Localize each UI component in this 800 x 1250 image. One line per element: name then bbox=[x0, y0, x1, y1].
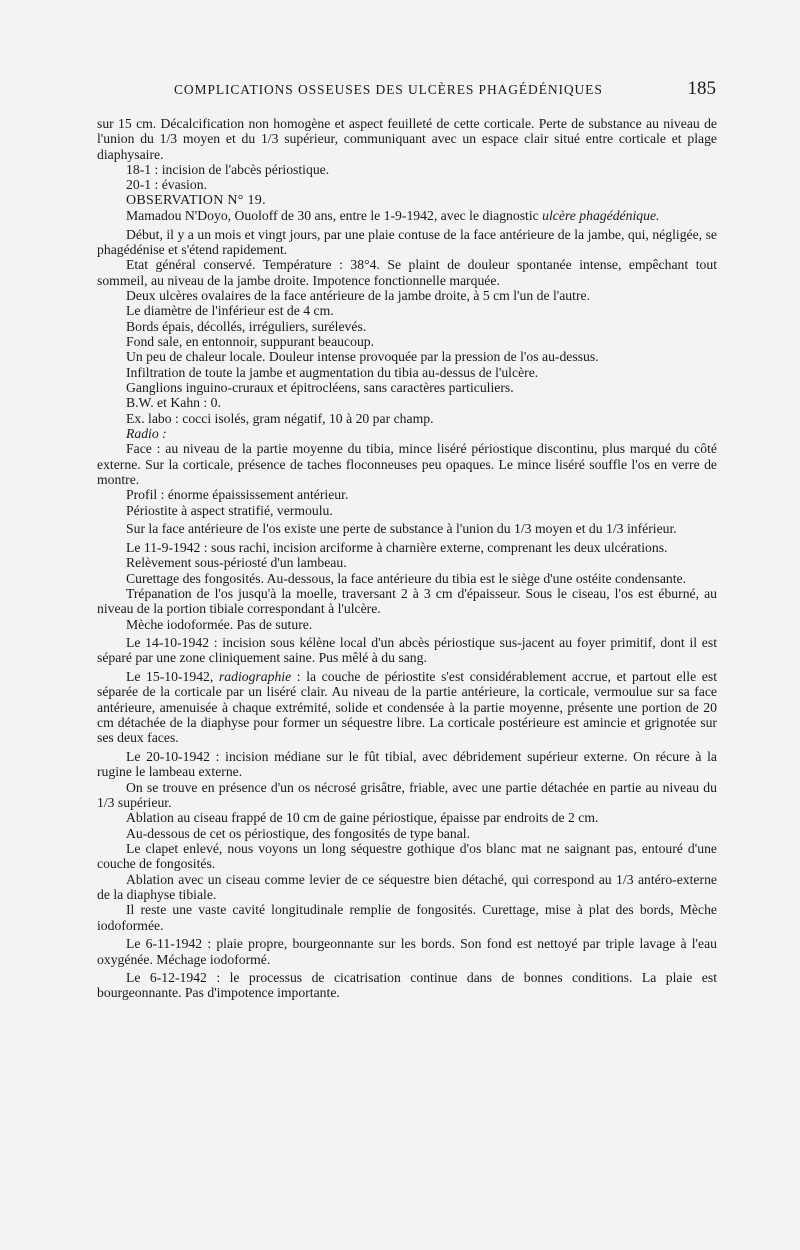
paragraph: Le clapet enlevé, nous voyons un long séquestre gothique d'os blanc mat ne saignant pas, entouré d'une couche de fongosités. bbox=[97, 840, 717, 872]
paragraph: Deux ulcères ovalaires de la face antérieure de la jambe droite, à 5 cm l'un de l'autre. bbox=[126, 287, 590, 303]
body-text bbox=[97, 116, 717, 1001]
paragraph: Trépanation de l'os jusqu'à la moelle, traversant 2 à 3 cm d'épaisseur. Sous le ciseau, l'os est éburné, au niveau de la portion tibiale correspondant à l'ulcère. bbox=[97, 585, 717, 617]
paragraph: Le diamètre de l'inférieur est de 4 cm. bbox=[126, 303, 334, 319]
paragraph bbox=[97, 208, 717, 223]
paragraph: B.W. et Kahn : 0. bbox=[126, 395, 221, 411]
page-number: 185 bbox=[687, 78, 716, 99]
radiographie-italic: radiographie bbox=[218, 668, 292, 684]
paragraph: Ganglions inguino-cruraux et épitrocléens, sans caractères particuliers. bbox=[126, 380, 514, 396]
paragraph: Ex. labo : cocci isolés, gram négatif, 10 à 20 par champ. bbox=[126, 410, 434, 426]
paragraph: Ablation avec un ciseau comme levier de ce séquestre bien détaché, qui correspond au 1/3 antéro-externe de la diaphyse tibiale. bbox=[97, 871, 717, 902]
paragraph: Relèvement sous-périosté d'un lambeau. bbox=[126, 555, 347, 571]
running-header bbox=[96, 78, 716, 100]
paragraph: Il reste une vaste cavité longitudinale remplie de fongosités. Curettage, mise à plat des bords, Mèche iodoformée. bbox=[97, 902, 717, 933]
running-title: COMPLICATIONS OSSEUSES DES ULCÈRES PHAGÉDÉNIQUES bbox=[174, 82, 603, 97]
paragraph-text: Le 15-10-1942, bbox=[126, 668, 214, 684]
paragraph: Etat général conservé. Température : 38°4. Se plaint de douleur spontanée intense, empêchant tout sommeil, au niveau de la jambe droite. Impotence fonctionnelle marquée. bbox=[97, 257, 717, 288]
paragraph: Mèche iodoformée. Pas de suture. bbox=[126, 616, 313, 632]
paragraph: Le 6-12-1942 : le processus de cicatrisation continue dans de bonnes conditions. La plaie est bourgeonnante. Pas d'impotence importante. bbox=[97, 970, 717, 1001]
paragraph: Profil : énorme épaississement antérieur. bbox=[126, 487, 349, 503]
paragraph: Curettage des fongosités. Au-dessous, la face antérieure du tibia est le siège d'une ostéite condensante. bbox=[126, 570, 687, 586]
paragraph: Début, il y a un mois et vingt jours, par une plaie contuse de la face antérieure de la jambe, qui, négligée, se phagédénise et s'étend rapidement. bbox=[97, 226, 717, 257]
paragraph-text: : la couche de périostite s'est considérablement accrue, et partout elle est séparée de la corticale par un liséré clair. Au niveau de la partie antérieure, la corticale, vermoulue sur sa face antérieure, amenuisée à chaque extrémité, solide et condensée à la partie moyenne, présente une portion de 20 cm détachée de la diaphyse pour former un séquestre libre. La corticale postérieure est amincie et grignotée sur ses deux faces. bbox=[97, 668, 717, 746]
paragraph: Bords épais, décollés, irréguliers, surélevés. bbox=[126, 318, 367, 334]
paragraph: Le 20-10-1942 : incision médiane sur le fût tibial, avec débridement supérieur externe. On récure à la rugine le lambeau externe. bbox=[97, 748, 717, 780]
paragraph: Ablation au ciseau frappé de 10 cm de gaine périostique, épaisse par endroits de 2 cm. bbox=[126, 810, 599, 826]
paragraph: On se trouve en présence d'un os nécrosé grisâtre, friable, avec une partie détachée en partie au niveau du 1/3 supérieur. bbox=[97, 779, 717, 810]
paragraph: Face : au niveau de la partie moyenne du tibia, mince liséré périostique discontinu, plus marqué du côté externe. Sur la corticale, présence de taches floconneuses peu opaques. Le mince liséré souffle l'os en verre de montre. bbox=[97, 441, 717, 488]
paragraph: Infiltration de toute la jambe et augmentation du tibia au-dessus de l'ulcère. bbox=[126, 364, 539, 380]
paragraph: Sur la face antérieure de l'os existe une perte de substance à l'union du 1/3 moyen et du 1/3 inférieur. bbox=[126, 521, 677, 537]
paragraph: Le 14-10-1942 : incision sous kélène local d'un abcès périostique sus-jacent au foyer primitif, dont il est séparé par une zone cliniquement saine. Pus mêlé à du sang. bbox=[97, 635, 717, 666]
paragraph: Le 11-9-1942 : sous rachi, incision arciforme à charnière externe, comprenant les deux ulcérations. bbox=[126, 539, 668, 555]
paragraph: Fond sale, en entonnoir, suppurant beaucoup. bbox=[126, 334, 375, 349]
paragraph bbox=[97, 669, 717, 746]
diagnosis-italic: ulcère phagédénique. bbox=[542, 208, 660, 224]
paragraph: 18-1 : incision de l'abcès périostique. bbox=[126, 162, 330, 178]
observation-heading: OBSERVATION N° 19. bbox=[126, 192, 266, 208]
paragraph: Au-dessous de cet os périostique, des fongosités de type banal. bbox=[126, 825, 471, 841]
paragraph: sur 15 cm. Décalcification non homogène et aspect feuilleté de cette corticale. Perte de substance au niveau de l'union du 1/3 moyen et du 1/3 supérieur, communiquant avec un espace clair situé entre corticale et plage diaphysaire. bbox=[97, 116, 717, 162]
paragraph: 20-1 : évasion. bbox=[126, 177, 207, 193]
paragraph-text: Mamadou N'Doyo, Ouoloff de 30 ans, entre le 1-9-1942, avec le diagnostic bbox=[126, 208, 539, 224]
paragraph: Le 6-11-1942 : plaie propre, bourgeonnante sur les bords. Son fond est nettoyé par triple lavage à l'eau oxygénée. Méchage iodoformé. bbox=[97, 936, 717, 967]
paragraph: Périostite à aspect stratifié, vermoulu. bbox=[126, 502, 333, 518]
radio-subheading: Radio : bbox=[126, 426, 167, 442]
paragraph: Un peu de chaleur locale. Douleur intense provoquée par la pression de l'os au-dessus. bbox=[126, 349, 599, 365]
